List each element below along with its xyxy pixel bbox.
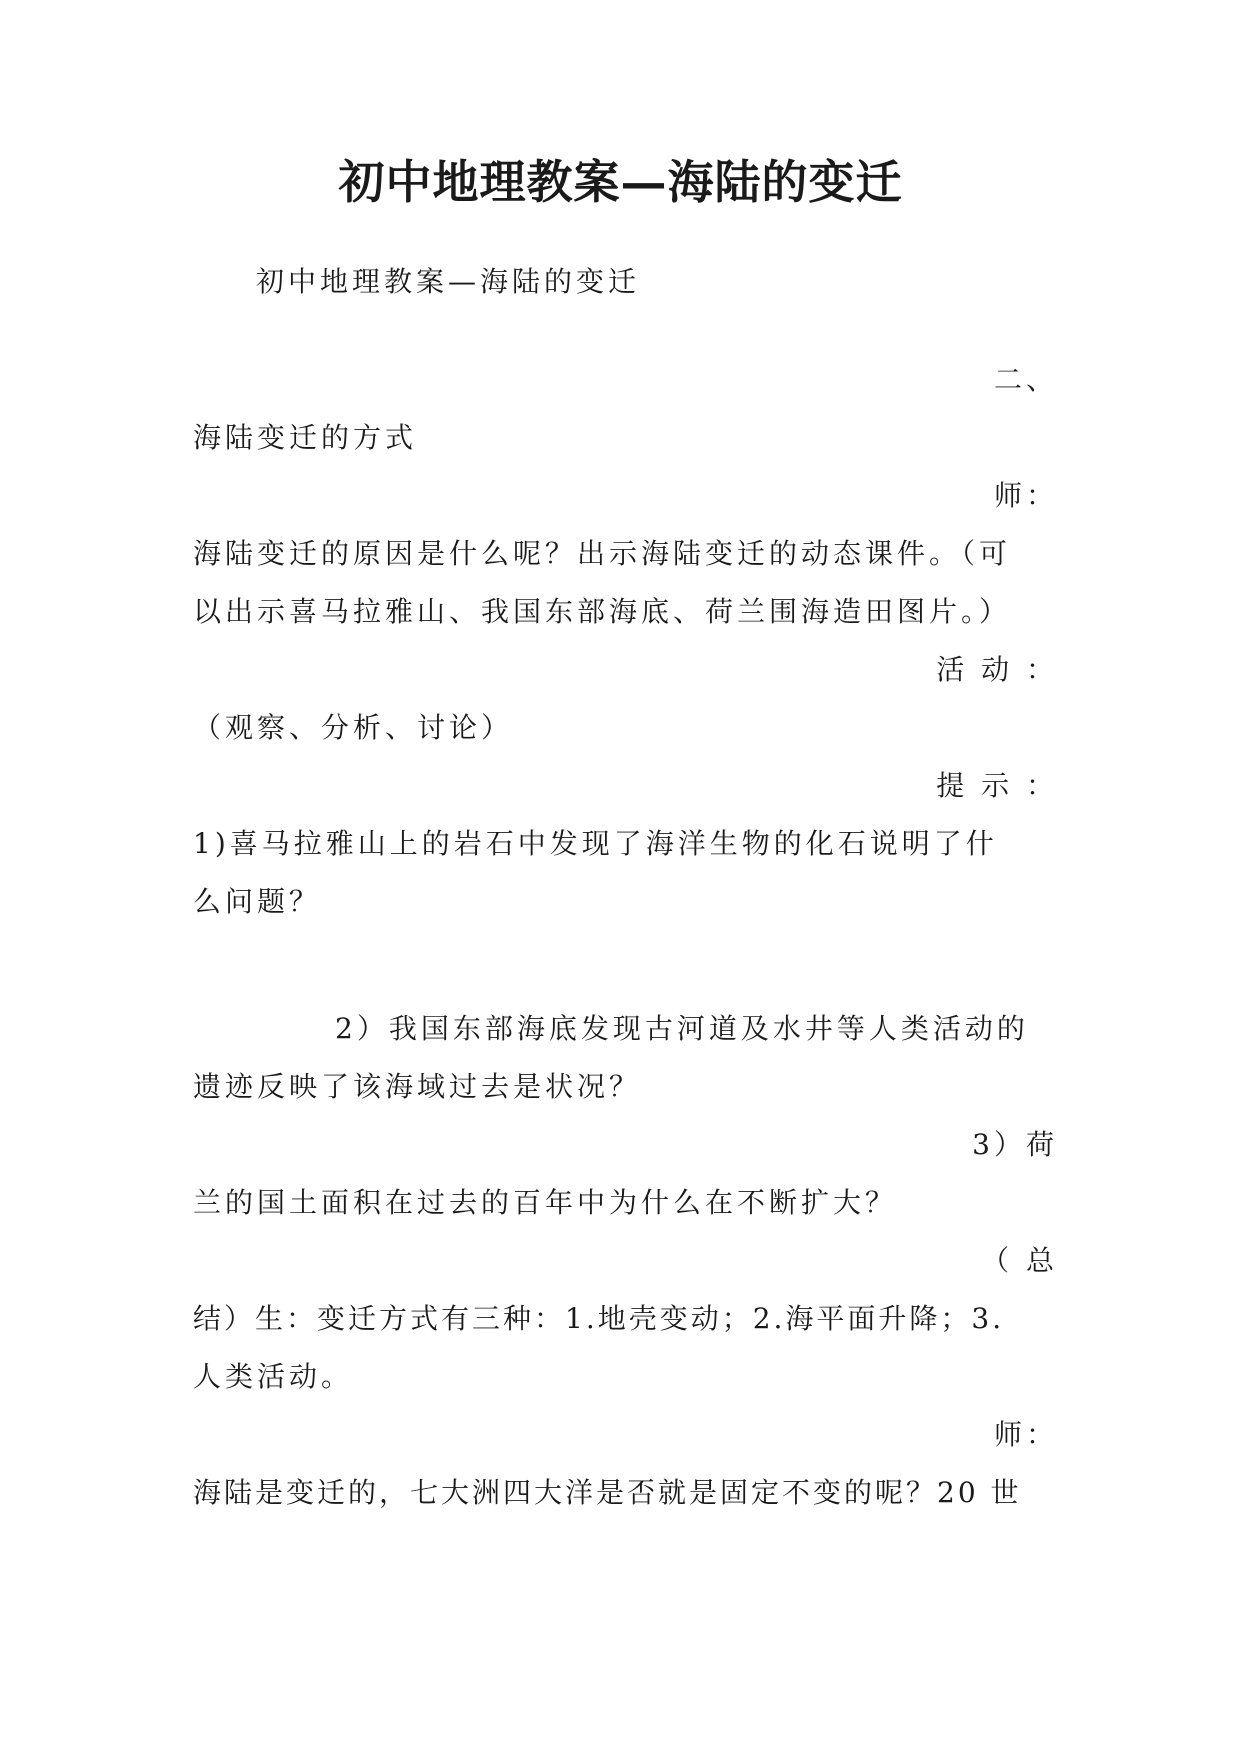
speaker-label-teacher: 师： [993, 1418, 1058, 1451]
paragraph-line: 么问题？ [193, 885, 322, 918]
paragraph-line: 遗迹反映了该海域过去是状况？ [193, 1070, 642, 1103]
paragraph-line: 兰的国土面积在过去的百年中为什么在不断扩大？ [193, 1186, 898, 1219]
subtitle-line: 初中地理教案—海陆的变迁 [256, 265, 641, 298]
activity-label: 活 动 ： [936, 653, 1058, 686]
section-number: 二、 [993, 363, 1058, 396]
paragraph-line: 2）我国东部海底发现古河道及水井等人类活动的 [335, 1012, 1029, 1045]
hint-label: 提 示 ： [936, 769, 1058, 802]
paragraph-line: 1)喜马拉雅山上的岩石中发现了海洋生物的化石说明了什 [193, 827, 998, 860]
paragraph-line: 人类活动。 [193, 1360, 354, 1393]
paragraph-line: （ 总 [981, 1244, 1058, 1277]
paragraph-line: 以出示喜马拉雅山、我国东部海底、荷兰围海造田图片。） [193, 595, 1012, 628]
paragraph-line: （观察、分析、讨论） [193, 711, 514, 744]
paragraph-line: 结）生：变迁方式有三种：1.地壳变动；2.海平面升降；3. [193, 1302, 1005, 1335]
section-heading: 海陆变迁的方式 [193, 421, 418, 454]
speaker-label-teacher: 师： [993, 479, 1058, 512]
document-title: 初中地理教案—海陆的变迁 [338, 155, 903, 209]
paragraph-line: 3）荷 [972, 1128, 1058, 1161]
paragraph-line: 海陆变迁的原因是什么呢？出示海陆变迁的动态课件。（可 [193, 537, 1012, 570]
paragraph-line: 海陆是变迁的，七大洲四大洋是否就是固定不变的呢？20 世 [193, 1476, 1022, 1509]
